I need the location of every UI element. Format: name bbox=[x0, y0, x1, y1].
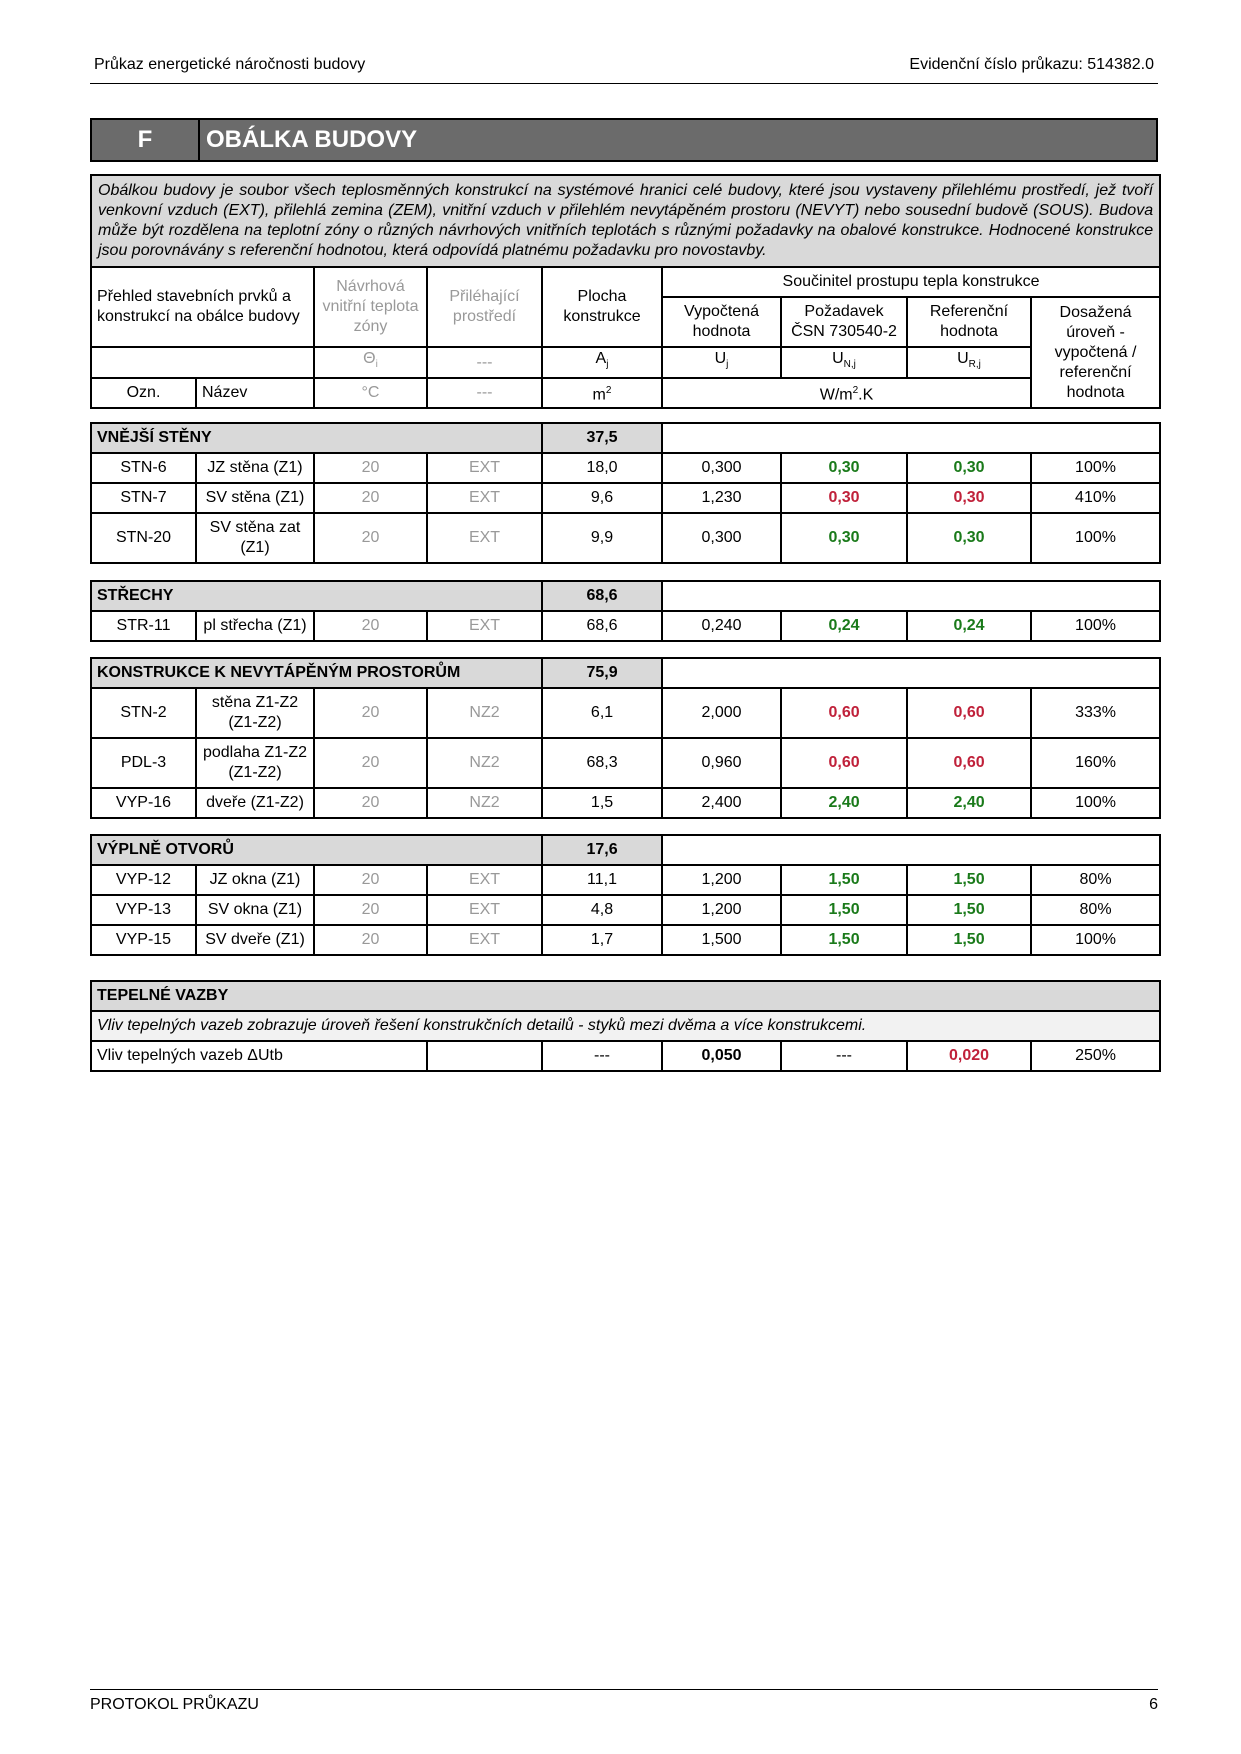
element-name: dveře (Z1-Z2) bbox=[196, 788, 314, 818]
u-calculated: 1,200 bbox=[662, 895, 781, 925]
col-reference: Referenční hodnota bbox=[907, 297, 1031, 347]
table-row bbox=[91, 895, 1160, 925]
group-name: STŘECHY bbox=[91, 581, 542, 611]
u-calculated: 1,230 bbox=[662, 483, 781, 513]
group-header-row bbox=[91, 835, 1160, 865]
u-reference: 1,50 bbox=[907, 925, 1031, 955]
section-letter: F bbox=[92, 120, 200, 160]
design-temp: 20 bbox=[314, 788, 427, 818]
element-name: SV okna (Z1) bbox=[196, 895, 314, 925]
table-row bbox=[91, 483, 1160, 513]
element-name: JZ stěna (Z1) bbox=[196, 453, 314, 483]
sym-area: $A_j$ bbox=[542, 347, 662, 378]
u-requirement: 0,30 bbox=[781, 483, 907, 513]
footer-label: PROTOKOL PRŮKAZU bbox=[90, 1696, 259, 1713]
u-requirement: 0,24 bbox=[781, 611, 907, 641]
u-calculated: 0,300 bbox=[662, 513, 781, 563]
certificate-number: Evidenční číslo průkazu: 514382.0 bbox=[909, 56, 1154, 73]
u-calculated: 0,240 bbox=[662, 611, 781, 641]
u-calculated: 1,500 bbox=[662, 925, 781, 955]
group-header-row bbox=[91, 581, 1160, 611]
thermal-bridges-table bbox=[90, 980, 1161, 1072]
col-adjacent: Přiléhající prostředí bbox=[427, 267, 542, 347]
element-code: VYP-15 bbox=[91, 925, 196, 955]
element-area: 1,5 bbox=[542, 788, 662, 818]
element-code: STN-6 bbox=[91, 453, 196, 483]
achieved-level: 100% bbox=[1031, 453, 1160, 483]
u-reference: 1,50 bbox=[907, 895, 1031, 925]
group-table bbox=[90, 580, 1161, 642]
u-reference: 0,60 bbox=[907, 738, 1031, 788]
u-reference: 2,40 bbox=[907, 788, 1031, 818]
unit-u: $W/m^2.K$ bbox=[662, 378, 1031, 408]
thermal-un: --- bbox=[781, 1041, 907, 1071]
design-temp: 20 bbox=[314, 483, 427, 513]
group-table bbox=[90, 834, 1161, 956]
adjacent-env: EXT bbox=[427, 453, 542, 483]
empty-cell bbox=[662, 581, 1160, 611]
col-design-temp: Návrhová vnitřní teplota zóny bbox=[314, 267, 427, 347]
col-achieved: Dosažená úroveň - vypočtená / referenční hodnota bbox=[1031, 297, 1160, 408]
u-reference: 0,30 bbox=[907, 513, 1031, 563]
design-temp: 20 bbox=[314, 611, 427, 641]
table-row bbox=[91, 688, 1160, 738]
element-code: STN-2 bbox=[91, 688, 196, 738]
achieved-level: 410% bbox=[1031, 483, 1160, 513]
empty-cell bbox=[662, 658, 1160, 688]
col-ozn: Ozn. bbox=[91, 378, 196, 408]
table-row bbox=[91, 611, 1160, 641]
achieved-level: 100% bbox=[1031, 611, 1160, 641]
col-area: Plocha konstrukce bbox=[542, 267, 662, 347]
element-name: SV stěna (Z1) bbox=[196, 483, 314, 513]
col-coef-group: Součinitel prostupu tepla konstrukce bbox=[662, 267, 1160, 297]
design-temp: 20 bbox=[314, 453, 427, 483]
table-row bbox=[91, 453, 1160, 483]
element-name: podlaha Z1-Z2 (Z1-Z2) bbox=[196, 738, 314, 788]
element-area: 9,9 bbox=[542, 513, 662, 563]
group-header-row bbox=[91, 658, 1160, 688]
u-requirement: 0,60 bbox=[781, 688, 907, 738]
design-temp: 20 bbox=[314, 865, 427, 895]
empty-cell bbox=[91, 347, 314, 378]
table-row bbox=[91, 865, 1160, 895]
group-area: 17,6 bbox=[542, 835, 662, 865]
envelope-header-table bbox=[90, 174, 1161, 409]
adjacent-env: EXT bbox=[427, 895, 542, 925]
unit-adjacent: --- bbox=[427, 378, 542, 408]
table-row bbox=[91, 513, 1160, 563]
thermal-label: Vliv tepelných vazeb ΔUtb bbox=[91, 1041, 427, 1071]
col-nazev: Název bbox=[196, 378, 314, 408]
adjacent-env: NZ2 bbox=[427, 788, 542, 818]
group-area: 68,6 bbox=[542, 581, 662, 611]
u-requirement: 0,60 bbox=[781, 738, 907, 788]
achieved-level: 160% bbox=[1031, 738, 1160, 788]
design-temp: 20 bbox=[314, 688, 427, 738]
element-code: VYP-16 bbox=[91, 788, 196, 818]
u-calculated: 2,000 bbox=[662, 688, 781, 738]
adjacent-env: EXT bbox=[427, 513, 542, 563]
intro-text: Obálkou budovy je soubor všech teplosměnných konstrukcí na systémové hranici celé budovy, které jsou vystaveny přilehlému prostředí, jež tvoří venkovní vzduch (EXT), přilehlá zemina (ZEM), vnitřní vzduch v přilehlém nevytápěném prostoru (NEVYT) nebo sousední budově (SOUS). Budova může být rozdělena na teplotní zóny o různých návrhových vnitřních teplotách s různými požadavky na obalové konstrukce. Hodnocené konstrukce jsou porovnávány s referenční hodnotou, která odpovídá platnému požadavku pro novostavby. bbox=[91, 175, 1160, 267]
element-code: STR-11 bbox=[91, 611, 196, 641]
group-table bbox=[90, 422, 1161, 564]
element-code: STN-7 bbox=[91, 483, 196, 513]
empty-cell bbox=[662, 423, 1160, 453]
design-temp: 20 bbox=[314, 513, 427, 563]
group-header-row bbox=[91, 423, 1160, 453]
section-title-bar bbox=[90, 118, 1158, 162]
document-title: Průkaz energetické náročnosti budovy bbox=[94, 56, 366, 73]
u-reference: 0,24 bbox=[907, 611, 1031, 641]
group-name: VÝPLNĚ OTVORŮ bbox=[91, 835, 542, 865]
achieved-level: 100% bbox=[1031, 513, 1160, 563]
u-reference: 0,30 bbox=[907, 453, 1031, 483]
element-code: PDL-3 bbox=[91, 738, 196, 788]
element-area: 68,6 bbox=[542, 611, 662, 641]
u-requirement: 0,30 bbox=[781, 453, 907, 483]
element-area: 9,6 bbox=[542, 483, 662, 513]
col-calculated: Vypočtená hodnota bbox=[662, 297, 781, 347]
element-code: STN-20 bbox=[91, 513, 196, 563]
element-area: 6,1 bbox=[542, 688, 662, 738]
table-row bbox=[91, 925, 1160, 955]
group-area: 37,5 bbox=[542, 423, 662, 453]
u-requirement: 1,50 bbox=[781, 895, 907, 925]
unit-temp: °C bbox=[314, 378, 427, 408]
u-requirement: 0,30 bbox=[781, 513, 907, 563]
empty-cell bbox=[427, 1041, 542, 1071]
u-calculated: 1,200 bbox=[662, 865, 781, 895]
group-table bbox=[90, 657, 1161, 819]
u-requirement: 2,40 bbox=[781, 788, 907, 818]
element-area: 1,7 bbox=[542, 925, 662, 955]
footer-divider bbox=[90, 1689, 1158, 1690]
u-reference: 0,30 bbox=[907, 483, 1031, 513]
thermal-title: TEPELNÉ VAZBY bbox=[91, 981, 1160, 1011]
achieved-level: 80% bbox=[1031, 865, 1160, 895]
element-code: VYP-12 bbox=[91, 865, 196, 895]
element-area: 18,0 bbox=[542, 453, 662, 483]
sym-un: $U_{N,j}$ bbox=[781, 347, 907, 378]
element-name: SV stěna zat (Z1) bbox=[196, 513, 314, 563]
element-name: pl střecha (Z1) bbox=[196, 611, 314, 641]
achieved-level: 333% bbox=[1031, 688, 1160, 738]
thermal-u: 0,050 bbox=[662, 1041, 781, 1071]
group-name: VNĚJŠÍ STĚNY bbox=[91, 423, 542, 453]
thermal-note: Vliv tepelných vazeb zobrazuje úroveň řešení konstrukčních detailů - styků mezi dvěma a více konstrukcemi. bbox=[91, 1011, 1160, 1041]
u-calculated: 0,300 bbox=[662, 453, 781, 483]
adjacent-env: NZ2 bbox=[427, 738, 542, 788]
header-divider bbox=[90, 83, 1158, 84]
empty-cell bbox=[662, 835, 1160, 865]
design-temp: 20 bbox=[314, 895, 427, 925]
section-title: OBÁLKA BUDOVY bbox=[206, 126, 418, 153]
thermal-achieved: 250% bbox=[1031, 1041, 1160, 1071]
adjacent-env: EXT bbox=[427, 483, 542, 513]
sym-adjacent: --- bbox=[427, 347, 542, 378]
design-temp: 20 bbox=[314, 738, 427, 788]
adjacent-env: NZ2 bbox=[427, 688, 542, 738]
achieved-level: 100% bbox=[1031, 925, 1160, 955]
thermal-area: --- bbox=[542, 1041, 662, 1071]
adjacent-env: EXT bbox=[427, 925, 542, 955]
u-calculated: 0,960 bbox=[662, 738, 781, 788]
page-number: 6 bbox=[1149, 1696, 1158, 1713]
adjacent-env: EXT bbox=[427, 611, 542, 641]
achieved-level: 100% bbox=[1031, 788, 1160, 818]
unit-area: $m^2$ bbox=[542, 378, 662, 408]
group-area: 75,9 bbox=[542, 658, 662, 688]
table-row bbox=[91, 788, 1160, 818]
element-name: JZ okna (Z1) bbox=[196, 865, 314, 895]
element-area: 68,3 bbox=[542, 738, 662, 788]
sym-temp: $\Theta_i$ bbox=[314, 347, 427, 378]
col-requirement: Požadavek ČSN 730540-2 bbox=[781, 297, 907, 347]
sym-u: $U_j$ bbox=[662, 347, 781, 378]
group-name: KONSTRUKCE K NEVYTÁPĚNÝM PROSTORŮM bbox=[91, 658, 542, 688]
adjacent-env: EXT bbox=[427, 865, 542, 895]
sym-ur: $U_{R,j}$ bbox=[907, 347, 1031, 378]
col-overview: Přehled stavebních prvků a konstrukcí na obálce budovy bbox=[91, 267, 314, 347]
element-name: SV dveře (Z1) bbox=[196, 925, 314, 955]
table-row bbox=[91, 738, 1160, 788]
achieved-level: 80% bbox=[1031, 895, 1160, 925]
element-area: 11,1 bbox=[542, 865, 662, 895]
thermal-ur: 0,020 bbox=[907, 1041, 1031, 1071]
design-temp: 20 bbox=[314, 925, 427, 955]
element-name: stěna Z1-Z2 (Z1-Z2) bbox=[196, 688, 314, 738]
u-reference: 1,50 bbox=[907, 865, 1031, 895]
u-calculated: 2,400 bbox=[662, 788, 781, 818]
element-code: VYP-13 bbox=[91, 895, 196, 925]
u-requirement: 1,50 bbox=[781, 925, 907, 955]
u-requirement: 1,50 bbox=[781, 865, 907, 895]
u-reference: 0,60 bbox=[907, 688, 1031, 738]
element-area: 4,8 bbox=[542, 895, 662, 925]
